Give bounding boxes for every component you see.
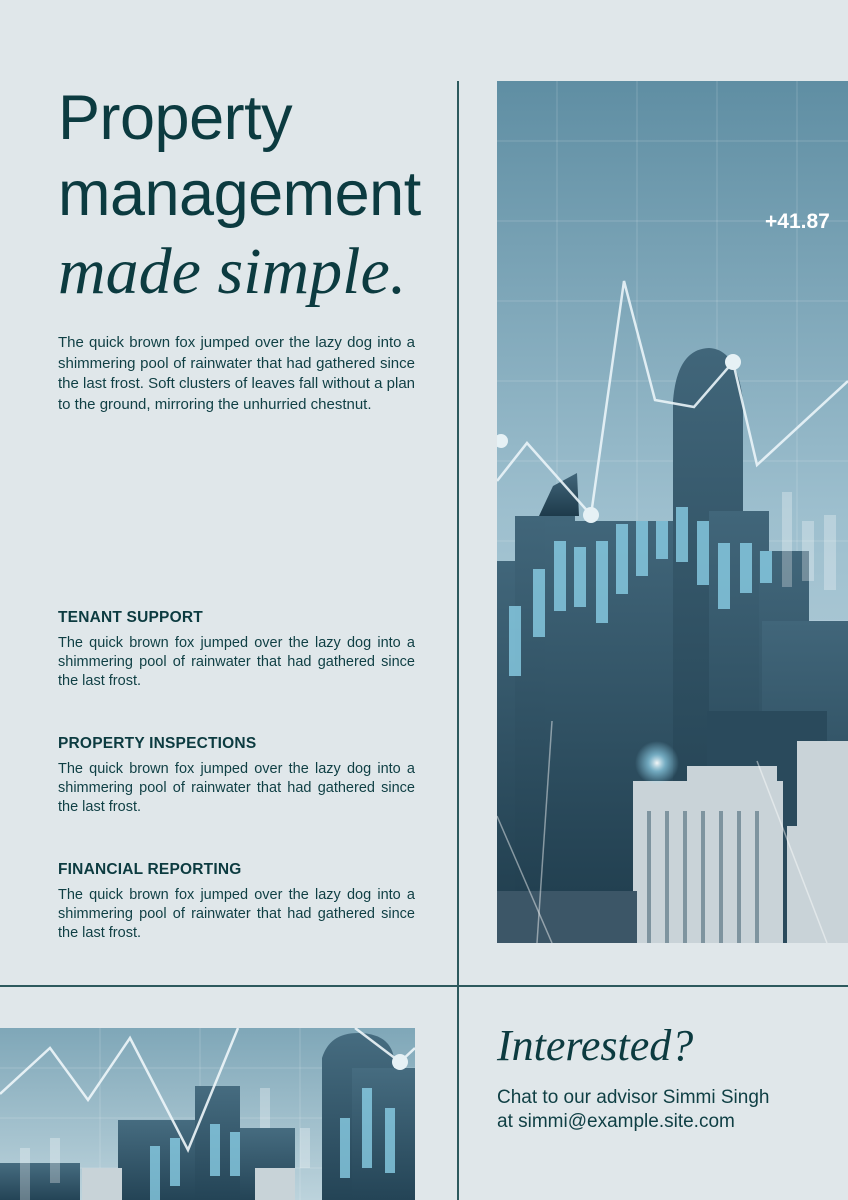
- service-text: The quick brown fox jumped over the lazy dog into a shimmering pool of rainwater that had gathered since the last frost.: [58, 635, 415, 689]
- service-title: PROPERTY INSPECTIONS: [58, 735, 257, 752]
- service-text: The quick brown fox jumped over the lazy dog into a shimmering pool of rainwater that had gathered since the last frost.: [58, 887, 415, 941]
- cta-advisor-line: Chat to our advisor Simmi Singh: [497, 1087, 770, 1108]
- title-line-3: made simple.: [58, 235, 407, 308]
- cta-heading: Interested?: [497, 1021, 694, 1070]
- city-skyline-image: [497, 81, 848, 943]
- cta-email-line: at simmi@example.site.com: [497, 1111, 735, 1132]
- intro-paragraph: The quick brown fox jumped over the lazy dog into a shimmering pool of rainwater that had gathered since the last frost. Soft clusters of leaves fall without a plan to the ground, mirroring the unhurried chestnut.: [58, 334, 415, 413]
- horizontal-divider: [0, 985, 848, 987]
- title-line-1: Property: [58, 83, 293, 153]
- vertical-divider: [457, 81, 459, 1200]
- service-title: FINANCIAL REPORTING: [58, 861, 242, 878]
- title-line-2: management: [58, 159, 421, 229]
- page-title: [58, 80, 438, 312]
- city-skyline-image-small: [0, 1028, 415, 1200]
- service-tenant-support: [58, 609, 415, 691]
- city-finance-photo: [497, 81, 848, 943]
- service-property-inspections: [58, 735, 415, 817]
- service-financial-reporting: [58, 861, 415, 943]
- city-finance-photo-small: [0, 1028, 415, 1200]
- service-title: TENANT SUPPORT: [58, 609, 203, 626]
- overlay-value: +41.87: [765, 210, 830, 233]
- service-text: The quick brown fox jumped over the lazy dog into a shimmering pool of rainwater that had gathered since the last frost.: [58, 761, 415, 815]
